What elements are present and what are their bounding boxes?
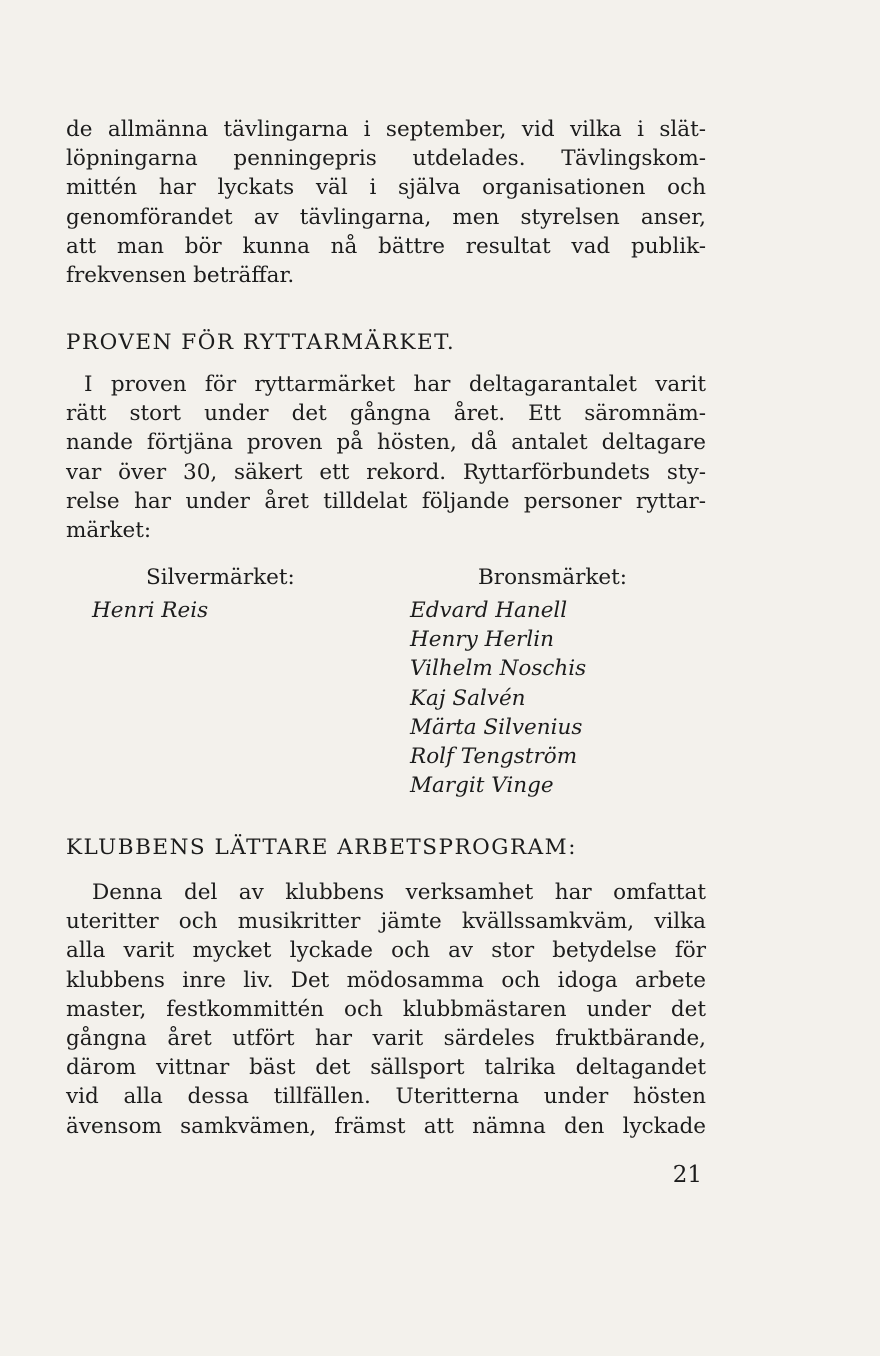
- paragraph-club-program: [66, 878, 706, 1141]
- page-number: 21: [672, 1162, 702, 1188]
- text-line: löpningarna penningepris utdelades. Tävlingskom-: [66, 146, 706, 172]
- list-item: Kaj Salvén: [410, 685, 526, 711]
- list-item: Edvard Hanell: [410, 598, 568, 623]
- list-item: Märta Silvenius: [410, 714, 583, 740]
- text-line: alla varit mycket lyckade och av stor betydelse för: [66, 938, 706, 964]
- paragraph-competitions: [66, 115, 706, 290]
- silver-badge-list: [92, 596, 208, 625]
- text-line: Denna del av klubbens verksamhet har omfattat: [92, 880, 706, 905]
- text-line: relse har under året tilldelat följande personer ryttar-: [66, 488, 706, 514]
- silver-badge-heading: Silvermärket:: [146, 565, 295, 590]
- bronze-badge-heading: Bronsmärket:: [478, 565, 628, 590]
- list-item: Henri Reis: [92, 598, 209, 623]
- text-line: att man bör kunna nå bättre resultat vad publik-: [66, 233, 706, 259]
- text-line: I proven för ryttarmärket har deltagarantalet varit: [84, 372, 706, 397]
- list-item: Henry Herlin: [410, 627, 554, 653]
- heading-rider-badge: PROVEN FÖR RYTTARMÄRKET.: [66, 330, 456, 355]
- text-line: därom vittnar bäst det sällsport talrika deltagandet: [66, 1055, 706, 1081]
- list-item: Vilhelm Noschis: [410, 656, 587, 682]
- paragraph-rider-badge: [66, 370, 706, 545]
- list-item: Rolf Tengström: [410, 744, 578, 770]
- text-line: rätt stort under det gångna året. Ett säromnäm-: [66, 401, 706, 427]
- text-line: de allmänna tävlingarna i september, vid vilka i slät-: [66, 117, 706, 142]
- list-item: Margit Vinge: [410, 773, 554, 799]
- text-line: klubbens inre liv. Det mödosamma och idoga arbete: [66, 967, 706, 993]
- text-line: vid alla dessa tillfällen. Uteritterna under hösten: [66, 1084, 706, 1110]
- text-line: märket:: [66, 518, 152, 544]
- text-line: mittén har lyckats väl i själva organisationen och: [66, 175, 706, 201]
- text-line: master, festkommittén och klubbmästaren under det: [66, 996, 706, 1022]
- text-line: uteritter och musikritter jämte kvällssamkväm, vilka: [66, 909, 706, 935]
- text-line: nande förtjäna proven på hösten, då antalet deltagare: [66, 430, 706, 456]
- text-line: genomförandet av tävlingarna, men styrelsen anser,: [66, 204, 706, 230]
- text-line: gångna året utfört har varit särdeles fruktbärande,: [66, 1026, 706, 1052]
- heading-club-program: KLUBBENS LÄTTARE ARBETSPROGRAM:: [66, 835, 577, 860]
- bronze-badge-list: [410, 596, 586, 800]
- text-line: var över 30, säkert ett rekord. Ryttarförbundets sty-: [66, 459, 706, 485]
- text-line: ävensom samkvämen, främst att nämna den lyckade: [66, 1113, 706, 1139]
- text-line: frekvensen beträffar.: [66, 263, 295, 289]
